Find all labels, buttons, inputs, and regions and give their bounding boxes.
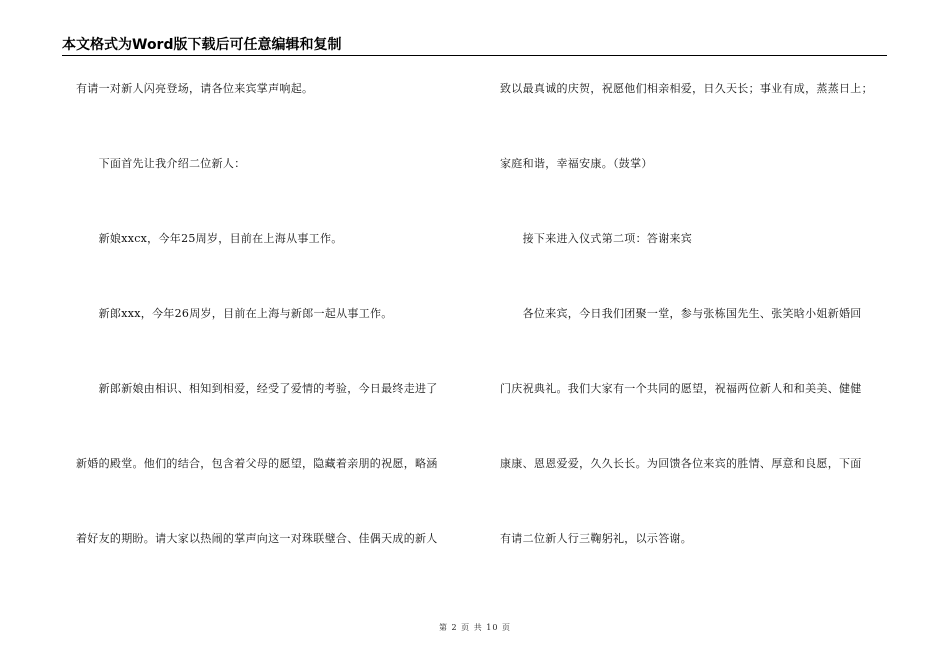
page-header-title: 本文格式为Word版下载后可任意编辑和复制 <box>62 37 342 53</box>
right-paragraph-line: 家庭和谐，幸福安康。（鼓掌） <box>500 157 653 170</box>
left-paragraph-line: 着好友的期盼。请大家以热闹的掌声向这一对珠联璧合、佳偶天成的新人 <box>76 532 438 545</box>
right-paragraph-line: 有请二位新人行三鞠躬礼，以示答谢。 <box>500 532 693 545</box>
left-paragraph-line: 新郎新娘由相识、相知到相爱，经受了爱情的考验，今日最终走进了 <box>76 382 438 395</box>
right-paragraph-line: 康康、恩恩爱爱，久久长长。为回馈各位来宾的胜情、厚意和良愿，下面 <box>500 457 862 470</box>
right-paragraph-line: 致以最真诚的庆贺，祝愿他们相亲相爱，日久天长；事业有成，蒸蒸日上； <box>500 82 873 95</box>
page-number-footer: 第 2 页 共 10 页 <box>439 623 511 632</box>
header-divider <box>62 55 887 56</box>
right-paragraph-line: 门庆祝典礼。我们大家有一个共同的愿望，祝福两位新人和和美美、健健 <box>500 382 862 395</box>
left-paragraph-line: 新娘xxcx，今年25周岁，目前在上海从事工作。 <box>76 232 343 245</box>
left-paragraph-line: 有请一对新人闪亮登场，请各位来宾掌声响起。 <box>76 82 314 95</box>
left-paragraph-line: 新婚的殿堂。他们的结合，包含着父母的愿望，隐藏着亲朋的祝愿，略涵 <box>76 457 438 470</box>
left-paragraph-line: 新郎xxx，今年26周岁，目前在上海与新郎一起从事工作。 <box>76 307 393 320</box>
right-paragraph-line: 接下来进入仪式第二项：答谢来宾 <box>500 232 693 245</box>
right-paragraph-line: 各位来宾，今日我们团聚一堂，参与张栋国先生、张笑晗小姐新婚回 <box>500 307 862 320</box>
left-paragraph-line: 下面首先让我介绍二位新人： <box>76 157 246 170</box>
